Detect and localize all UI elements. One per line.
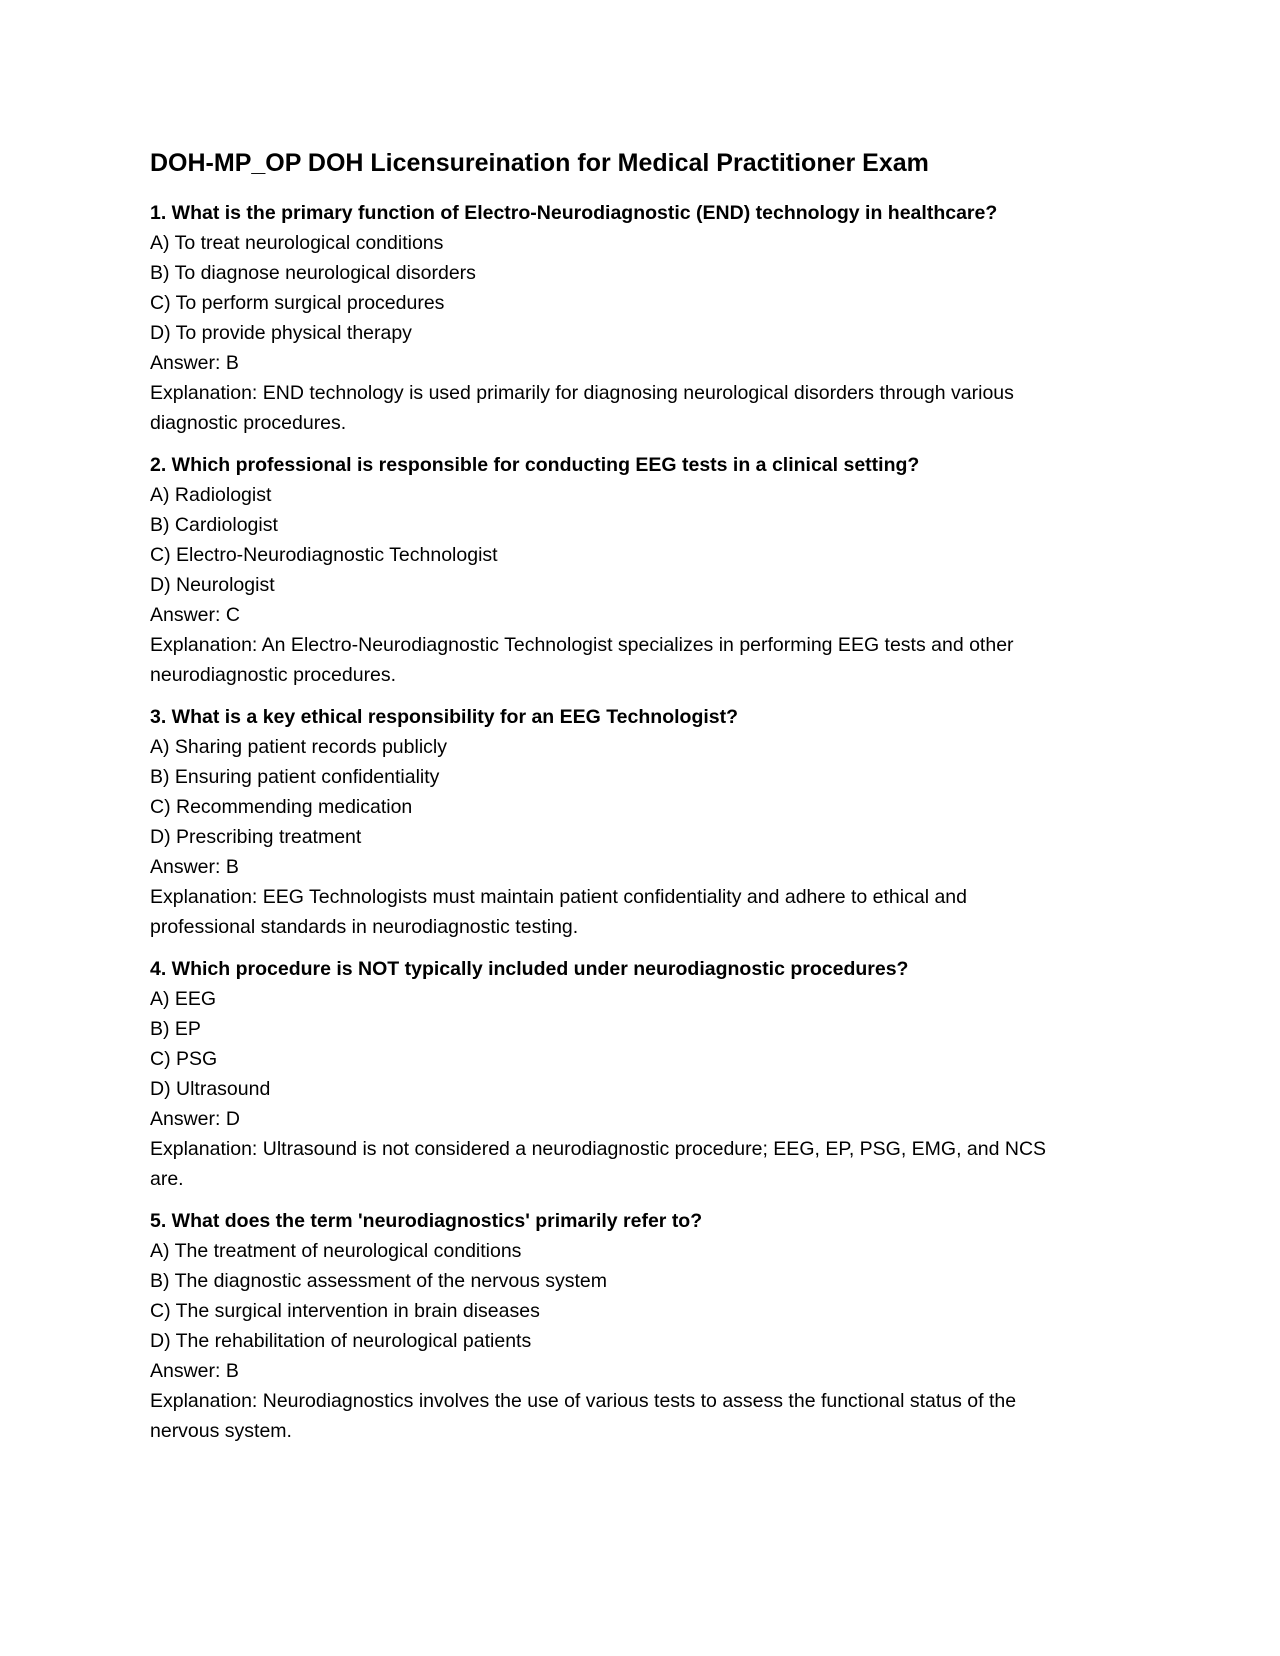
question-block-2 [150, 450, 1150, 690]
explanation: Explanation: EEG Technologists must maintain patient confidentiality and adhere to ethical and professional standards in neurodiagnostic testing. [150, 886, 967, 938]
option-d: D) To provide physical therapy [150, 322, 412, 344]
document-page [150, 146, 1150, 1458]
option-b: B) EP [150, 1018, 201, 1040]
answer: Answer: B [150, 352, 239, 374]
explanation: Explanation: END technology is used primarily for diagnosing neurological disorders through various diagnostic procedures. [150, 382, 1014, 434]
question-text: 4. Which procedure is NOT typically included under neurodiagnostic procedures? [150, 958, 909, 980]
option-b: B) Cardiologist [150, 514, 278, 536]
option-a: A) EEG [150, 988, 217, 1010]
option-b: B) Ensuring patient confidentiality [150, 766, 440, 788]
question-text: 5. What does the term 'neurodiagnostics' primarily refer to? [150, 1210, 703, 1232]
question-text: 3. What is a key ethical responsibility for an EEG Technologist? [150, 706, 739, 728]
option-c: C) The surgical intervention in brain diseases [150, 1300, 540, 1322]
answer: Answer: D [150, 1108, 240, 1130]
option-b: B) The diagnostic assessment of the nervous system [150, 1270, 608, 1292]
option-a: A) To treat neurological conditions [150, 232, 444, 254]
answer: Answer: B [150, 1360, 239, 1382]
option-d: D) Ultrasound [150, 1078, 271, 1100]
option-d: D) Prescribing treatment [150, 826, 362, 848]
question-text: 1. What is the primary function of Electro-Neurodiagnostic (END) technology in healthcare? [150, 202, 998, 224]
option-d: D) Neurologist [150, 574, 275, 596]
explanation: Explanation: An Electro-Neurodiagnostic Technologist specializes in performing EEG tests and other neurodiagnostic procedures. [150, 634, 1014, 686]
option-a: A) Sharing patient records publicly [150, 736, 447, 758]
explanation: Explanation: Neurodiagnostics involves the use of various tests to assess the functional status of the nervous system. [150, 1390, 1017, 1442]
option-a: A) The treatment of neurological conditions [150, 1240, 522, 1262]
question-block-1 [150, 198, 1150, 438]
answer: Answer: C [150, 604, 240, 626]
option-b: B) To diagnose neurological disorders [150, 262, 476, 284]
document-title: DOH-MP_OP DOH Licensureination for Medical Practitioner Exam [150, 149, 929, 177]
question-text: 2. Which professional is responsible for conducting EEG tests in a clinical setting? [150, 454, 920, 476]
option-a: A) Radiologist [150, 484, 272, 506]
option-c: C) Electro-Neurodiagnostic Technologist [150, 544, 498, 566]
question-block-4 [150, 954, 1150, 1194]
option-c: C) PSG [150, 1048, 218, 1070]
answer: Answer: B [150, 856, 239, 878]
explanation: Explanation: Ultrasound is not considered a neurodiagnostic procedure; EEG, EP, PSG, EMG, and NCS are. [150, 1138, 1047, 1190]
question-block-3 [150, 702, 1150, 942]
question-block-5 [150, 1206, 1150, 1446]
option-d: D) The rehabilitation of neurological patients [150, 1330, 532, 1352]
option-c: C) To perform surgical procedures [150, 292, 445, 314]
option-c: C) Recommending medication [150, 796, 413, 818]
